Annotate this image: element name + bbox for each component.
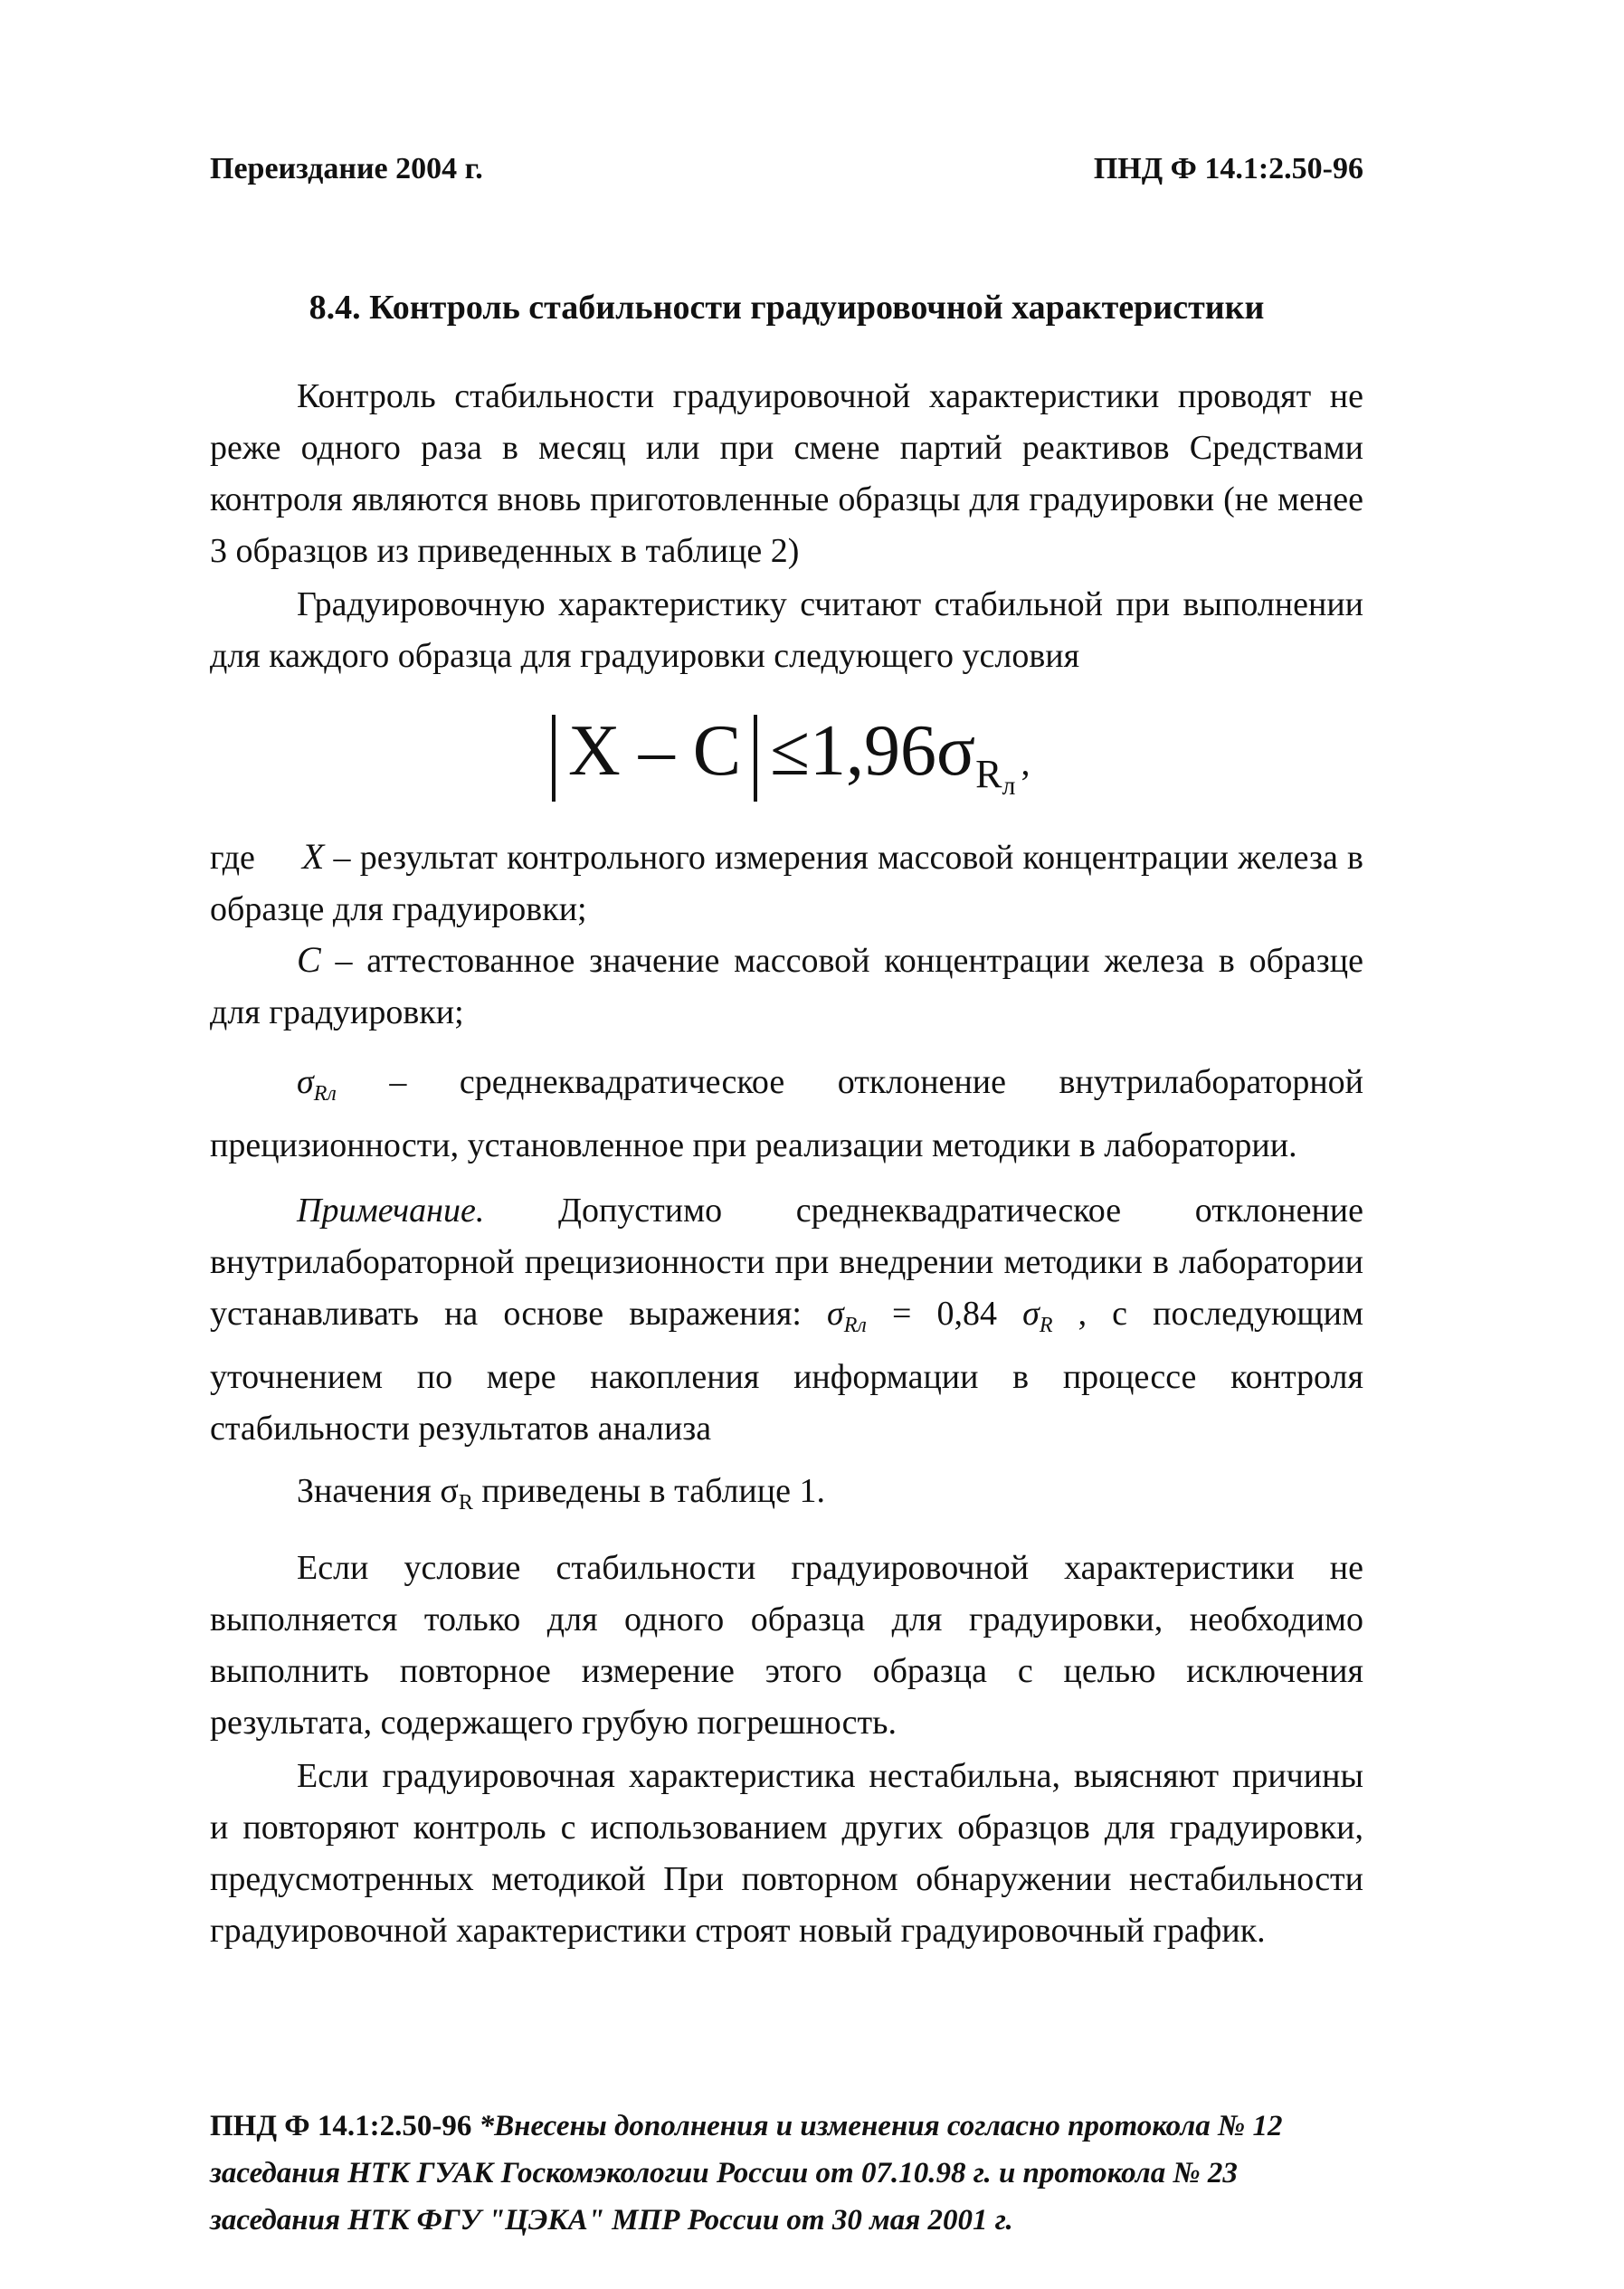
- x-definition: – результат контрольного измерения массовой концентрации железа в образце для градуировки;: [210, 839, 1363, 928]
- header-doc-code: ПНД Ф 14.1:2.50-96: [1093, 152, 1363, 185]
- definition-x: [210, 831, 1363, 936]
- note-sigma2: σ: [1022, 1295, 1040, 1333]
- c-definition: – аттестованное значение массовой концентрации железа в образце для градуировки;: [210, 942, 1364, 1031]
- note-paragraph: [210, 1185, 1363, 1455]
- note-label: Примечание.: [297, 1192, 485, 1230]
- values-sigma: σ: [440, 1472, 459, 1510]
- sigma-definition: – среднеквадратическое отклонение внутрилабораторной прецизионности, установленное при реализации методики в лаборатории.: [210, 1063, 1363, 1164]
- section-title: 8.4. Контроль стабильности градуировочной характеристики: [309, 289, 1265, 327]
- footer-note: [210, 2103, 1363, 2244]
- note-sigma: σ: [826, 1295, 844, 1333]
- paragraph-repeat-measurement: Если условие стабильности градуировочной характеристики не выполняется только для одного образца для градуировки, необходимо выполнить повторное измерение этого образца с целью исключения результата, содержащего грубую погрешность.: [210, 1549, 1363, 1742]
- footer-amendment-note: *Внесены дополнения и изменения согласно протокола № 12 заседания НТК ГУАК Госкомэкологии России от 07.10.98 г. и протокола № 23 заседания НТК ФГУ "ЦЭКА" МПР России от 30 мая 2001 г.: [210, 2110, 1283, 2237]
- formula-comma: ,: [1021, 742, 1030, 783]
- sigma-sub: Rл: [313, 1082, 337, 1106]
- where-word: где: [210, 839, 255, 877]
- sigma-symbol: σ: [297, 1063, 314, 1101]
- paragraph-stability-condition: Градуировочную характеристику считают стабильной при выполнении для каждого образца для градуировки следующего условия: [210, 585, 1363, 675]
- abs-bar-right: [754, 715, 757, 802]
- note-expr-mid: = 0,84: [891, 1295, 997, 1333]
- abs-bar-left: [552, 715, 556, 802]
- paragraph-unstable-characteristic: Если градуировочная характеристика нестабильна, выясняют причины и повторяют контроль с использованием других образцов для градуировки, предусмотренных методикой При повторном обнаружении нестабильности градуировочной характеристики строят новый градуировочный график.: [210, 1757, 1363, 1950]
- note-text-b: , с последующим уточнением по мере накопления информации в процессе контроля стабильности результатов анализа: [210, 1295, 1363, 1448]
- formula-rhs: ≤1,96σ: [770, 711, 976, 791]
- values-text-b: приведены в таблице 1.: [481, 1472, 825, 1510]
- header-edition: Переиздание 2004 г.: [210, 152, 483, 185]
- note-text-a: Допустимо среднеквадратическое отклонение внутрилабораторной прецизионности при внедрении методики в лаборатории устанавливать на основе выражения:: [210, 1192, 1364, 1333]
- formula-lhs: X – C: [568, 711, 742, 791]
- definition-sigma: [210, 1057, 1363, 1172]
- paragraph-control-frequency: Контроль стабильности градуировочной характеристики проводят не реже одного раза в месяц или при смене партий реактивов Средствами контроля являются вновь приготовленные образцы для градуировки (не менее 3 образцов из приведенных в таблице 2): [210, 377, 1363, 570]
- definition-c: [210, 934, 1363, 1039]
- c-symbol: C: [297, 939, 321, 980]
- values-line: [210, 1466, 1363, 1529]
- values-sigma-sub: R: [458, 1491, 473, 1515]
- formula-sub: R: [975, 752, 1002, 796]
- x-symbol: X: [301, 836, 325, 877]
- values-text-a: Значения: [297, 1472, 432, 1510]
- formula-sub2: л: [1002, 771, 1016, 801]
- note-sigma2-sub: R: [1039, 1314, 1053, 1337]
- note-sigma-sub: Rл: [843, 1314, 867, 1337]
- footer-code: ПНД Ф 14.1:2.50-96: [210, 2110, 472, 2142]
- stability-formula: [539, 697, 1030, 805]
